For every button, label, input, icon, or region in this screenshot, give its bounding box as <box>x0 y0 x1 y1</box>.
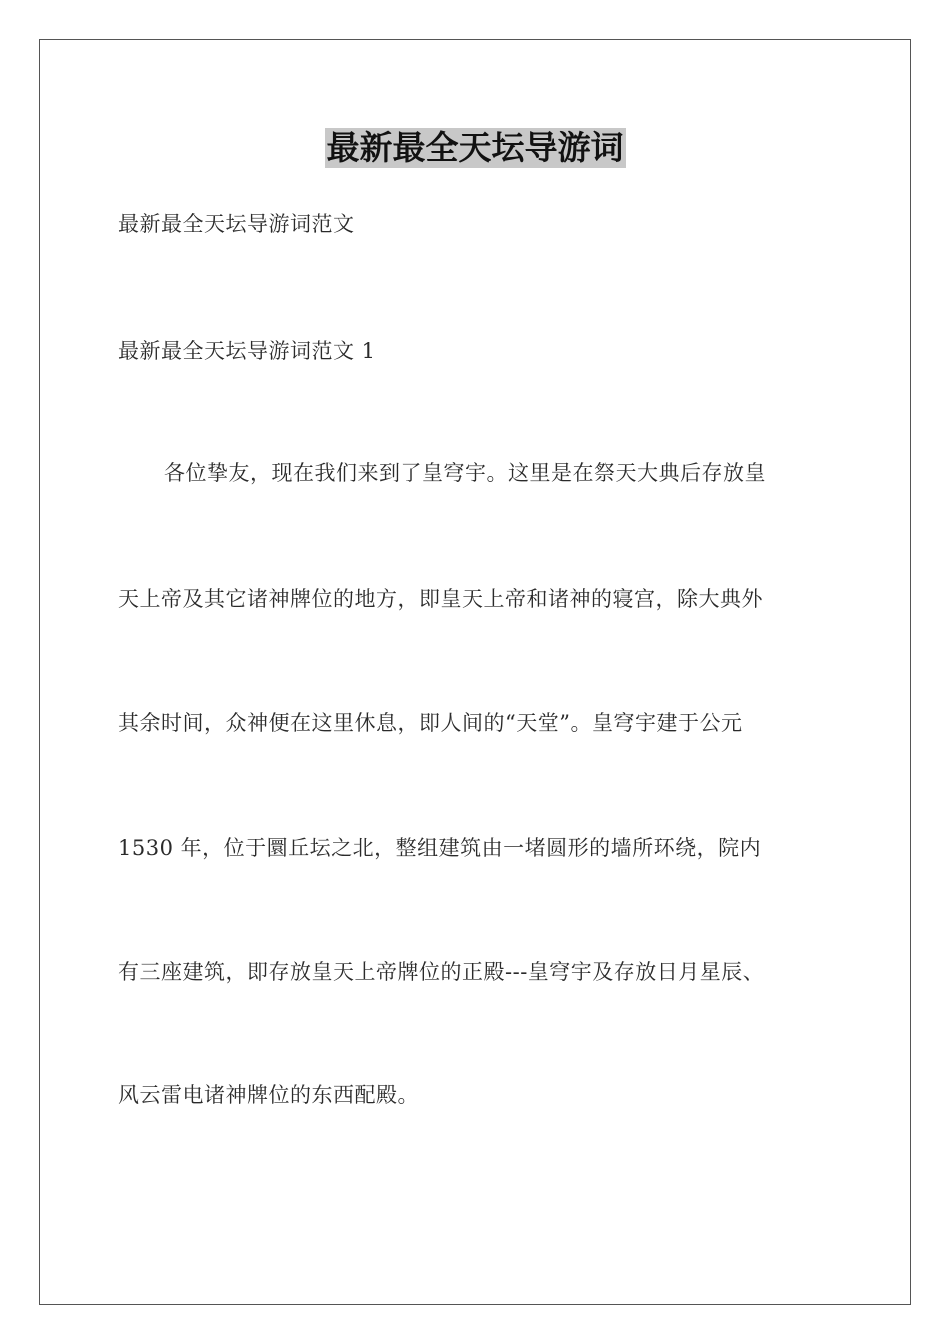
document-title <box>0 128 950 168</box>
section-heading: 最新最全天坛导游词范文 1 <box>118 339 376 363</box>
paragraph-line-1: 各位挚友，现在我们来到了皇穹宇。这里是在祭天大典后存放皇 <box>164 461 766 485</box>
paragraph-line-4: 1530 年，位于圜丘坛之北，整组建筑由一堵圆形的墙所环绕，院内 <box>118 836 762 860</box>
paragraph-line-5: 有三座建筑，即存放皇天上帝牌位的正殿---皇穹宇及存放日月星辰、 <box>118 960 765 984</box>
document-title-text: 最新最全天坛导游词 <box>326 128 624 167</box>
paragraph-line-6: 风云雷电诸神牌位的东西配殿。 <box>118 1083 419 1107</box>
paragraph-line-3: 其余时间，众神便在这里休息，即人间的“天堂”。皇穹宇建于公元 <box>118 711 743 735</box>
paragraph-line-2: 天上帝及其它诸神牌位的地方，即皇天上帝和诸神的寝宫，除大典外 <box>118 587 763 611</box>
document-subtitle: 最新最全天坛导游词范文 <box>118 212 355 236</box>
